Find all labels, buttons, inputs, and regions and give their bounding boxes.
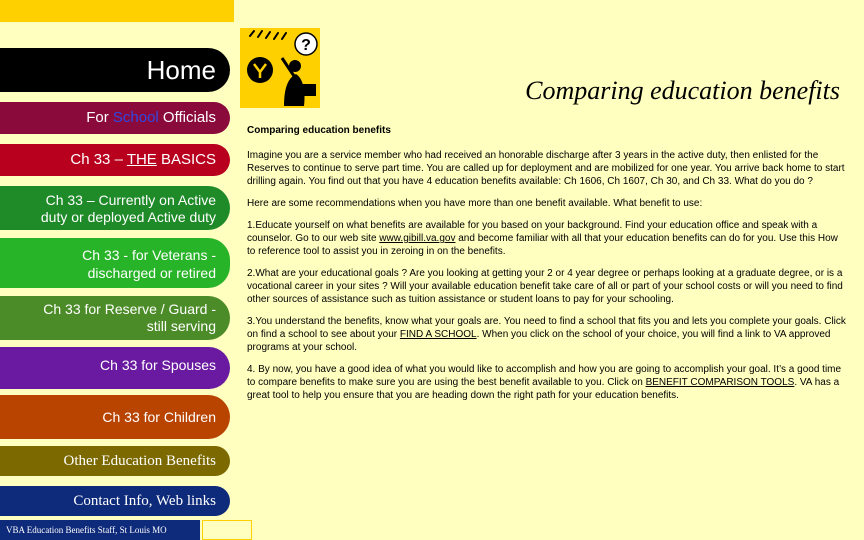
nav-active-line1: Ch 33 – Currently on Active bbox=[45, 192, 216, 208]
nav-school-prefix: For bbox=[86, 109, 113, 126]
nav-basics-suffix: BASICS bbox=[156, 151, 216, 168]
nav-reserve-guard-button[interactable] bbox=[0, 296, 230, 340]
question-person-icon bbox=[240, 28, 320, 108]
step2-paragraph: 2.What are your educational goals ? Are you looking at getting your 2 or 4 year degree or perhaps looking at a graduate degree, or is a vocational career in your sites ? Will your available education benefit take care of all or part of your school costs or will you need to find other sources of assistance such as tuition assistance or student loans to pay for your schooling. bbox=[247, 268, 843, 305]
nav-contact-button[interactable] bbox=[0, 486, 230, 516]
nav-veterans-button[interactable] bbox=[0, 238, 230, 288]
nav-basics-link[interactable]: THE bbox=[126, 151, 157, 168]
footer-box bbox=[202, 520, 252, 540]
nav-basics-button[interactable] bbox=[0, 144, 230, 176]
content-heading: Comparing education benefits bbox=[247, 125, 391, 136]
nav-other-label: Other Education Benefits bbox=[63, 453, 216, 469]
nav-contact-label: Contact Info, Web links bbox=[73, 493, 216, 509]
benefit-comparison-link[interactable]: BENEFIT COMPARISON TOOLS bbox=[645, 377, 795, 388]
step3-paragraph bbox=[247, 315, 847, 354]
step4-paragraph bbox=[247, 363, 847, 402]
intro-paragraph: Imagine you are a service member who had received an honorable discharge after 3 years in the active duty, then enlisted for the Reserves to continue to serve part time. You are called up for deployment and are mobilized for one year. You arrive back home to start drilling again. You find out that you have 4 education benefits available: Ch 1606, Ch 1607, Ch 30, and Ch 33. What do you do ? bbox=[247, 150, 845, 187]
nav-active-duty-button[interactable] bbox=[0, 186, 230, 230]
top-accent-bar bbox=[0, 0, 234, 22]
step1-paragraph bbox=[247, 219, 847, 258]
svg-text:?: ? bbox=[301, 37, 311, 54]
nav-reserve-line2: still serving bbox=[146, 318, 216, 334]
nav-spouses-label: Ch 33 for Spouses bbox=[100, 357, 216, 373]
nav-home-label: Home bbox=[146, 55, 216, 85]
nav-spouses-button[interactable] bbox=[0, 347, 230, 389]
nav-veterans-line2: discharged or retired bbox=[87, 265, 216, 281]
footer-credit: VBA Education Benefits Staff, St Louis MO bbox=[0, 520, 200, 540]
step1-text-b: and become familiar with all that your education benefits can do for you. Use this How to reference tool to assist you in zeroing in on the benefits. bbox=[247, 233, 838, 257]
find-school-link[interactable]: FIND A SCHOOL bbox=[399, 329, 477, 340]
recommend-paragraph: Here are some recommendations when you have more than one benefit available. What benefit to use: bbox=[247, 198, 703, 209]
nav-home-button[interactable] bbox=[0, 48, 230, 92]
nav-active-line2: duty or deployed Active duty bbox=[40, 209, 216, 225]
nav-veterans-line1: Ch 33 - for Veterans - bbox=[82, 247, 216, 263]
step3-text-a: 3.You understand the benefits, know what your goals are. You need to find a school that fits you and lets you complete your goals. Click on find a school to see about your bbox=[247, 316, 846, 340]
nav-school-link[interactable]: School bbox=[112, 109, 159, 126]
nav-other-benefits-button[interactable] bbox=[0, 446, 230, 476]
page-title: Comparing education benefits bbox=[525, 76, 840, 105]
step4-text-b: . VA has a great tool to help you ensure that you are heading down the right path for your education benefits. bbox=[247, 377, 840, 401]
nav-school-suffix: Officials bbox=[158, 109, 216, 126]
nav-children-label: Ch 33 for Children bbox=[102, 409, 216, 425]
step4-text-a: 4. By now, you have a good idea of what you would like to accomplish and how you are going to accomplish your goal. It’s a good time to compare benefits to make sure you are using the best benefit available to you. Click on bbox=[247, 364, 842, 388]
nav-reserve-line1: Ch 33 for Reserve / Guard - bbox=[43, 301, 216, 317]
nav-school-officials-button[interactable] bbox=[0, 102, 230, 134]
nav-basics-prefix: Ch 33 – bbox=[70, 151, 127, 168]
step1-text-a: 1.Educate yourself on what benefits are available for you based on your background. Find your education office and speak with a counselor. Go to our web site bbox=[247, 220, 818, 244]
main-content bbox=[247, 124, 847, 411]
nav-children-button[interactable] bbox=[0, 395, 230, 439]
gibill-link[interactable]: www.gibill.va.gov bbox=[379, 233, 456, 244]
step3-text-b: . When you click on the school of your choice, you will find a link to VA approved programs at your school. bbox=[247, 329, 831, 353]
